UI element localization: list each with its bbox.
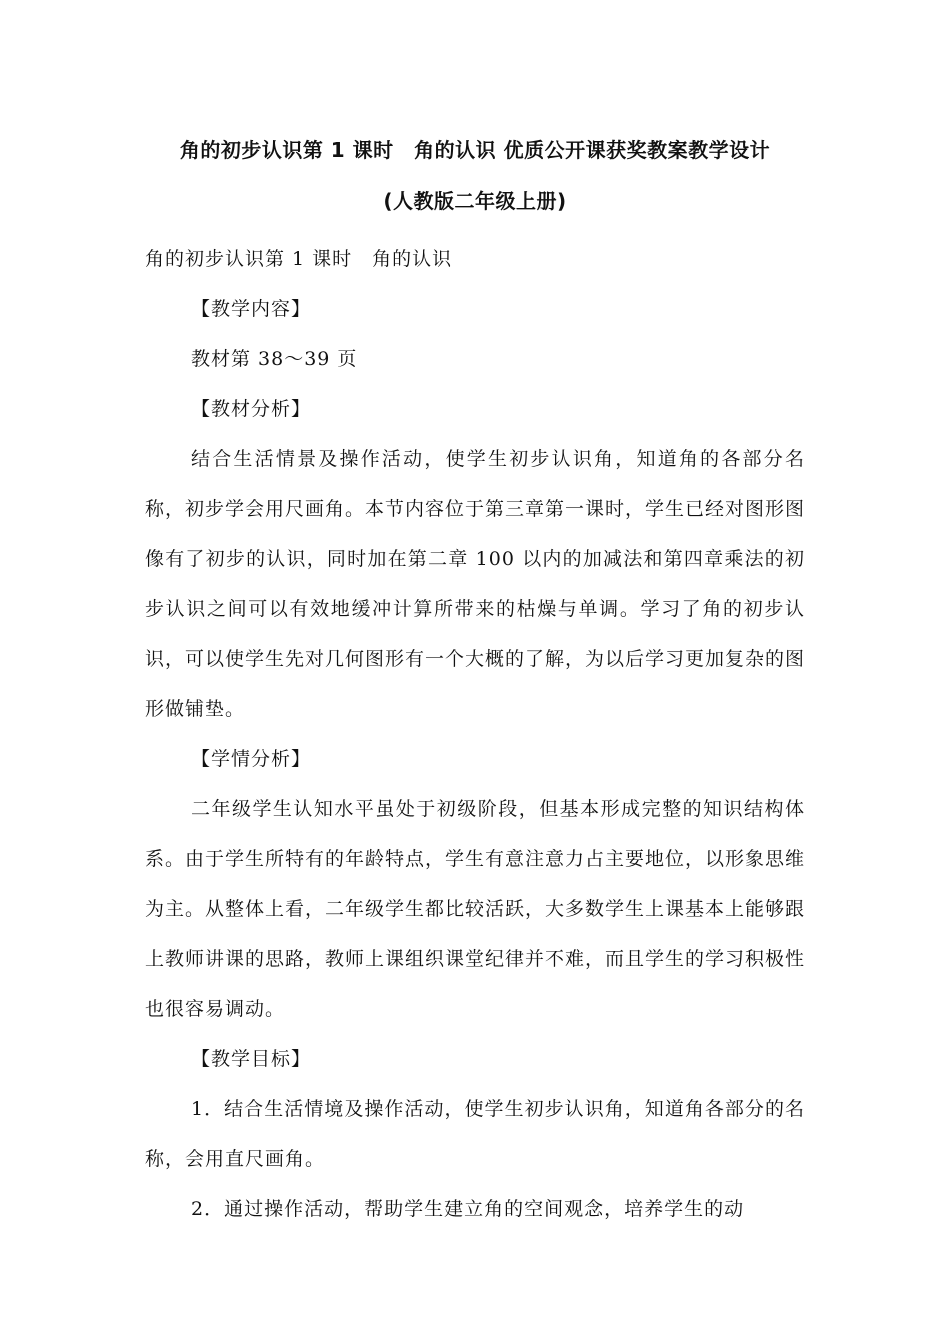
document-title-edition: (人教版二年级上册) bbox=[383, 189, 567, 213]
section-heading-material-analysis: 【教材分析】 bbox=[191, 398, 312, 420]
section-heading-content: 【教学内容】 bbox=[191, 298, 312, 320]
section-paragraph: 二年级学生认知水平虽处于初级阶段，但基本形成完整的知识结构体系。由于学生所特有的年龄特点，学生有意注意力占主要地位，以形象思维为主。从整体上看，二年级学生都比较活跃，大多数学生上课基本上能够跟上教师讲课的思路，教师上课组织课堂纪律并不难，而且学生的学习积极性也很容易调动。 bbox=[145, 798, 806, 1020]
objective-item: 1．结合生活情境及操作活动，使学生初步认识角，知道角各部分的名称，会用直尺画角。 bbox=[145, 1098, 805, 1170]
document-title: 角的初步认识第 1 课时 角的认识 优质公开课获奖教案教学设计 bbox=[179, 138, 771, 162]
section-paragraph: 教材第 38～39 页 bbox=[191, 348, 358, 370]
section-heading-student-analysis: 【学情分析】 bbox=[191, 748, 312, 770]
section-paragraph: 结合生活情景及操作活动，使学生初步认识角，知道角的各部分名称，初步学会用尺画角。本节内容位于第三章第一课时，学生已经对图形图像有了初步的认识，同时加在第二章 100 以内的加减法和第四章乘法的初步认识之间可以有效地缓冲计算所带来的枯燥与单调。学习了角的初步认识，可以使学生先对几何图形有一个大概的了解，为以后学习更加复杂的图形做铺垫。 bbox=[145, 448, 806, 720]
objective-item: 2．通过操作活动，帮助学生建立角的空间观念，培养学生的动 bbox=[191, 1198, 745, 1220]
lesson-subtitle: 角的初步认识第 1 课时 角的认识 bbox=[145, 248, 453, 270]
document-body bbox=[145, 234, 805, 1234]
section-heading-objectives: 【教学目标】 bbox=[191, 1048, 312, 1070]
